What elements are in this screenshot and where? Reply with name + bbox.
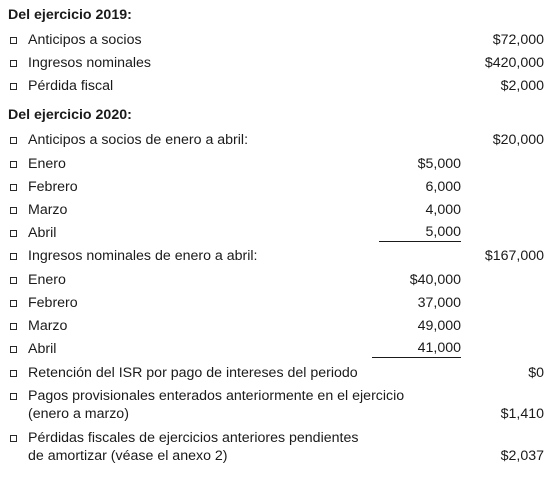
month-row (0, 201, 556, 223)
section-2019-title: Del ejercicio 2019: (8, 7, 132, 23)
square-bullet-icon (10, 184, 17, 191)
item-total: $20,000 (492, 132, 544, 148)
month-label: Abril (28, 225, 57, 241)
square-bullet-icon (10, 370, 17, 377)
item-label: Pérdida fiscal (28, 78, 114, 94)
month-row (0, 294, 556, 316)
square-bullet-icon (10, 137, 17, 144)
square-bullet-icon (10, 393, 17, 400)
list-item (0, 387, 556, 427)
square-bullet-icon (10, 346, 17, 353)
square-bullet-icon (10, 230, 17, 237)
month-label: Abril (28, 341, 57, 357)
list-item (0, 54, 556, 76)
square-bullet-icon (10, 323, 17, 330)
month-label: Enero (28, 156, 66, 172)
square-bullet-icon (10, 60, 17, 67)
item-label: Retención del ISR por pago de intereses del periodo (28, 365, 358, 381)
item-amount: $2,037 (500, 448, 544, 464)
month-label: Marzo (28, 318, 68, 334)
item-label: Anticipos a socios (28, 32, 142, 48)
month-amount: 4,000 (425, 202, 461, 218)
item-label: Ingresos nominales (28, 55, 152, 71)
item-amount: $420,000 (484, 55, 544, 71)
month-row (0, 178, 556, 200)
month-label: Febrero (28, 179, 78, 195)
item-total: $167,000 (484, 248, 544, 264)
square-bullet-icon (10, 253, 17, 260)
list-item (0, 31, 556, 53)
item-label-line1: Pagos provisionales enterados anteriormente en el ejercicio (28, 388, 405, 404)
month-amount: 6,000 (425, 179, 461, 195)
item-amount: $72,000 (492, 32, 544, 48)
month-row (0, 340, 556, 362)
section-2020-title: Del ejercicio 2020: (8, 107, 132, 123)
month-label: Enero (28, 272, 66, 288)
month-row (0, 271, 556, 293)
item-label-line2: de amortizar (véase el anexo 2) (28, 448, 228, 464)
month-row (0, 224, 556, 246)
month-row (0, 317, 556, 339)
square-bullet-icon (10, 37, 17, 44)
month-amount: 41,000 (372, 340, 461, 358)
month-amount: 5,000 (379, 224, 461, 242)
list-item (0, 429, 556, 469)
month-label: Febrero (28, 295, 78, 311)
square-bullet-icon (10, 83, 17, 90)
item-label-line2: (enero a marzo) (28, 406, 129, 422)
item-amount: $2,000 (500, 78, 544, 94)
month-row (0, 155, 556, 177)
month-amount: $40,000 (409, 272, 461, 288)
list-item (0, 364, 556, 386)
square-bullet-icon (10, 207, 17, 214)
square-bullet-icon (10, 435, 17, 442)
month-amount: 37,000 (417, 295, 461, 311)
list-item (0, 77, 556, 99)
item-label-line1: Pérdidas fiscales de ejercicios anteriores pendientes (28, 430, 359, 446)
square-bullet-icon (10, 277, 17, 284)
square-bullet-icon (10, 300, 17, 307)
square-bullet-icon (10, 161, 17, 168)
item-amount: $1,410 (500, 406, 544, 422)
item-label: Ingresos nominales de enero a abril: (28, 248, 258, 264)
month-amount: $5,000 (417, 156, 461, 172)
month-amount: 49,000 (417, 318, 461, 334)
list-item (0, 247, 556, 269)
list-item (0, 131, 556, 153)
month-label: Marzo (28, 202, 68, 218)
item-amount: $0 (528, 365, 544, 381)
item-label: Anticipos a socios de enero a abril: (28, 132, 249, 148)
